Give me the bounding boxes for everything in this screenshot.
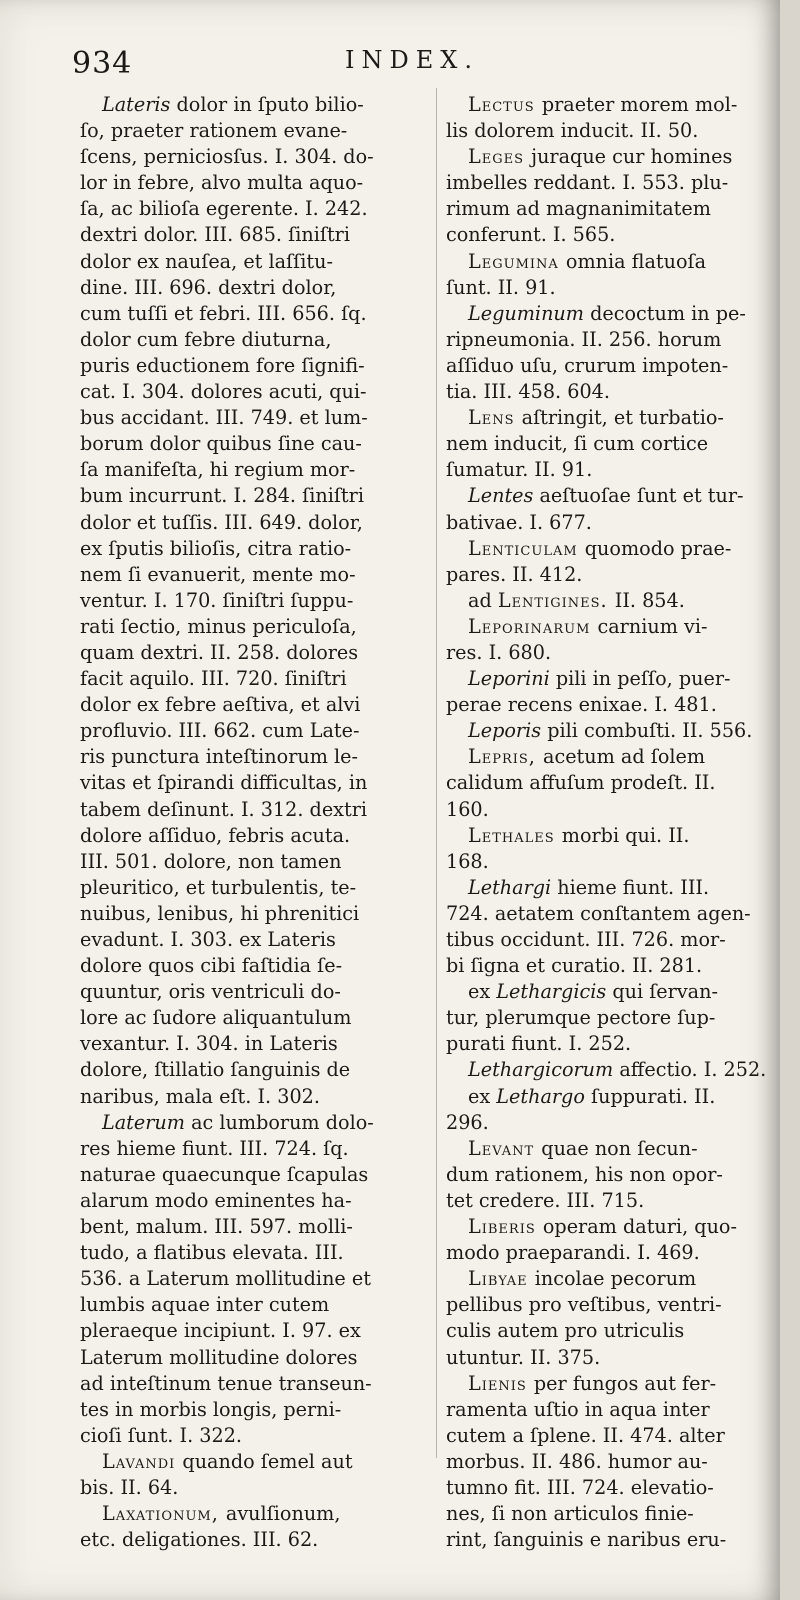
entry-line: dine. III. 696. dextri dolor, (80, 275, 337, 299)
index-entry (446, 666, 766, 718)
entry-line: bum incurrunt. I. 284. ſiniſtri (80, 484, 364, 508)
entry-headword-line: Lentes aeſtuoſae ſunt et tur- (468, 484, 744, 508)
index-entry (446, 588, 766, 614)
entry-line: purati fiunt. I. 252. (446, 1032, 632, 1056)
entry-line: ſo, praeter rationem evane- (80, 119, 348, 143)
index-entry (446, 1084, 766, 1136)
entry-headword-line: Laterum ac lumborum dolo- (102, 1110, 374, 1134)
index-entry (446, 92, 766, 144)
entry-line: pleraeque incipiunt. I. 97. ex (80, 1319, 361, 1343)
entry-line: cutem a ſplene. II. 474. alter (446, 1423, 725, 1447)
entry-line: cum tuſſi et febri. III. 656. ſq. (80, 301, 367, 325)
entry-line: nem ſi evanuerit, mente mo- (80, 562, 356, 586)
index-entry (446, 249, 766, 301)
entry-line: ſumatur. II. 91. (446, 458, 593, 482)
entry-line: bis. II. 64. (80, 1475, 179, 1499)
entry-line: Laterum mollitudine dolores (80, 1345, 358, 1369)
index-entry (446, 301, 766, 405)
index-entry (446, 875, 766, 979)
entry-line: 168. (446, 849, 489, 873)
entry-line: ramenta uſtio in aqua inter (446, 1397, 710, 1421)
entry-headword-line: Lectus praeter morem mol- (468, 93, 738, 116)
entry-line: ſcens, perniciosſus. I. 304. do- (80, 145, 374, 169)
index-entry (446, 823, 766, 875)
entry-line: pleuritico, et turbulentis, te- (80, 875, 357, 899)
entry-line: culis autem pro utriculis (446, 1319, 685, 1343)
entry-headword-line: Legumina omnia flatuoſa (468, 249, 707, 273)
index-entry (446, 1057, 766, 1083)
entry-line: vexantur. I. 304. in Lateris (80, 1032, 338, 1056)
entry-line: naribus, mala eſt. I. 302. (80, 1084, 320, 1108)
entry-headword-line: Levant quae non ſecun- (468, 1136, 698, 1160)
entry-line: 724. aetatem conſtantem agen- (446, 901, 751, 925)
entry-headword-line: Leguminum decoctum in pe- (468, 301, 746, 325)
entry-line: alarum modo eminentes ha- (80, 1188, 352, 1212)
entry-line: nuibus, lenibus, hi phrenitici (80, 901, 360, 925)
entry-headword-line: Leporini pili in peſſo, puer- (468, 667, 731, 691)
entry-line: tur, plerumque pectore ſup- (446, 1006, 716, 1030)
entry-headword-line: ex Lethargicis qui ſervan- (468, 980, 718, 1004)
index-entry (446, 483, 766, 535)
entry-line: vitas et ſpirandi difficultas, in (80, 771, 368, 795)
entry-line: dolor ex nauſea, et laſſitu- (80, 249, 333, 273)
entry-line: tumno fit. III. 724. elevatio- (446, 1475, 714, 1499)
entry-line: 160. (446, 797, 489, 821)
index-entry (80, 1449, 420, 1501)
entry-line: rati ſectio, minus periculoſa, (80, 614, 357, 638)
index-entry (80, 1110, 420, 1449)
entry-line: ris punctura inteſtinorum le- (80, 745, 358, 769)
entry-line: etc. deligationes. III. 62. (80, 1528, 319, 1552)
entry-line: dolore, ſtillatio ſanguinis de (80, 1058, 351, 1082)
index-entry (446, 979, 766, 1057)
entry-headword-line: Lepris, acetum ad ſolem (468, 745, 706, 769)
entry-line: pellibus pro veſtibus, ventri- (446, 1293, 722, 1317)
entry-headword-line: Lens aſtringit, et turbatio- (468, 406, 724, 430)
entry-line: dolore aſſiduo, febris acuta. (80, 823, 351, 847)
entry-line: nes, ſi non articulos finie- (446, 1502, 694, 1526)
page-number: 934 (72, 46, 133, 81)
entry-line: res hieme fiunt. III. 724. ſq. (80, 1136, 349, 1160)
entry-line: dum rationem, his non opor- (446, 1162, 723, 1186)
entry-line: res. I. 680. (446, 640, 552, 664)
entry-line: nem inducit, ſi cum cortice (446, 432, 709, 456)
entry-headword-line: Lethargicorum affectio. I. 252. (468, 1058, 767, 1082)
entry-line: ſunt. II. 91. (446, 275, 556, 299)
entry-line: evadunt. I. 303. ex Lateris (80, 928, 336, 951)
entry-headword-line: Lavandi quando ſemel aut (102, 1449, 353, 1473)
entry-line: imbelles reddant. I. 553. plu- (446, 171, 729, 195)
index-entry (446, 1214, 766, 1266)
entry-line: aſſiduo uſu, crurum impoten- (446, 353, 729, 377)
entry-line: quam dextri. II. 258. dolores (80, 640, 359, 664)
entry-line: dextri dolor. III. 685. ſiniſtri (80, 223, 350, 247)
entry-line: ex ſputis bilioſis, citra ratio- (80, 536, 352, 560)
index-entry (446, 718, 766, 744)
entry-headword-line: Lienis per fungos aut fer- (468, 1371, 717, 1395)
entry-line: lumbis aquae inter cutem (80, 1293, 330, 1317)
entry-line: perae recens enixae. I. 481. (446, 693, 717, 717)
right-column (446, 92, 766, 1553)
entry-headword-line: Lateris dolor in ſputo bilio- (102, 93, 364, 116)
entry-line: lor in febre, alvo multa aquo- (80, 171, 364, 195)
entry-line: naturae quaecunque ſcapulas (80, 1162, 369, 1186)
entry-line: dolor cum febre diuturna, (80, 327, 332, 351)
entry-line: borum dolor quibus ſine cau- (80, 432, 362, 456)
entry-line: tudo, a flatibus elevata. III. (80, 1241, 344, 1265)
index-entry (446, 1136, 766, 1214)
entry-headword-line: Leporinarum carnium vi- (468, 614, 708, 638)
entry-headword-line: Liberis operam daturi, quo- (468, 1215, 737, 1239)
entry-line: rimum ad magnanimitatem (446, 197, 711, 221)
entry-line: tes in morbis longis, perni- (80, 1397, 342, 1421)
entry-line: pares. II. 412. (446, 562, 583, 586)
index-entry (446, 744, 766, 822)
entry-line: III. 501. dolore, non tamen (80, 849, 342, 873)
entry-line: tibus occidunt. III. 726. mor- (446, 928, 726, 951)
entry-headword-line: Libyae incolae pecorum (468, 1267, 697, 1291)
entry-line: bus accidant. III. 749. et lum- (80, 406, 368, 430)
index-entry (446, 1371, 766, 1554)
entry-line: dolor ex febre aeſtiva, et alvi (80, 693, 361, 717)
entry-line: rint, ſanguinis e naribus eru- (446, 1528, 727, 1552)
index-entry (80, 92, 420, 1110)
entry-line: tet credere. III. 715. (446, 1188, 645, 1212)
entry-line: quuntur, oris ventriculi do- (80, 980, 341, 1004)
entry-line: ventur. I. 170. ſiniſtri ſuppu- (80, 588, 354, 612)
entry-line: ſa, ac bilioſa egerente. I. 242. (80, 197, 368, 221)
entry-headword-line: Laxationum, avulſionum, (102, 1502, 341, 1526)
entry-headword-line: Lethales morbi qui. II. (468, 823, 690, 847)
index-entry (446, 144, 766, 248)
entry-headword-line: ex Lethargo ſuppurati. II. (468, 1084, 716, 1108)
index-entry (446, 614, 766, 666)
entry-headword-line: Leporis pili combuſti. II. 556. (468, 719, 753, 743)
entry-line: tia. III. 458. 604. (446, 380, 610, 404)
entry-headword-line: Lethargi hieme fiunt. III. (468, 875, 710, 899)
entry-line: ripneumonia. II. 256. horum (446, 327, 722, 351)
entry-line: ſa manifeſta, hi regium mor- (80, 458, 356, 482)
entry-line: 296. (446, 1110, 489, 1134)
entry-line: cioſi ſunt. I. 322. (80, 1423, 242, 1447)
entry-line: bi ſigna et curatio. II. 281. (446, 954, 703, 978)
entry-line: cat. I. 304. dolores acuti, qui- (80, 380, 367, 404)
entry-line: lore ac ſudore aliquantulum (80, 1006, 352, 1030)
entry-line: conferunt. I. 565. (446, 223, 616, 247)
index-entry (446, 405, 766, 483)
left-column (80, 92, 420, 1553)
entry-line: bativae. I. 677. (446, 510, 592, 534)
entry-line: modo praeparandi. I. 469. (446, 1241, 700, 1265)
entry-line: puris eductionem fore ſignifi- (80, 353, 365, 377)
entry-line: utuntur. II. 375. (446, 1345, 601, 1369)
entry-line: bent, malum. III. 597. molli- (80, 1215, 353, 1239)
index-entry (80, 1501, 420, 1553)
running-head: INDEX. (345, 46, 479, 74)
entry-line: dolore quos cibi faſtidia ſe- (80, 954, 343, 978)
index-entry (446, 1266, 766, 1370)
entry-line: lis dolorem inducit. II. 50. (446, 119, 699, 143)
entry-line: dolor et tuſſis. III. 649. dolor, (80, 510, 363, 534)
entry-line: calidum affuſum prodeſt. II. (446, 771, 716, 795)
index-entry (446, 536, 766, 588)
entry-line: facit aquilo. III. 720. ſiniſtri (80, 667, 347, 691)
entry-line: profluvio. III. 662. cum Late- (80, 719, 360, 743)
entry-headword-line: Lenticulam quomodo prae- (468, 536, 732, 560)
entry-line: ad inteſtinum tenue transeun- (80, 1371, 372, 1395)
entry-headword-line: Leges juraque cur homines (468, 145, 733, 169)
entry-headword-line: ad Lentigines. II. 854. (468, 588, 685, 612)
entry-line: morbus. II. 486. humor au- (446, 1449, 708, 1473)
entry-line: 536. a Laterum mollitudine et (80, 1267, 371, 1291)
column-divider (436, 88, 437, 1458)
entry-line: tabem deſinunt. I. 312. dextri (80, 797, 368, 821)
